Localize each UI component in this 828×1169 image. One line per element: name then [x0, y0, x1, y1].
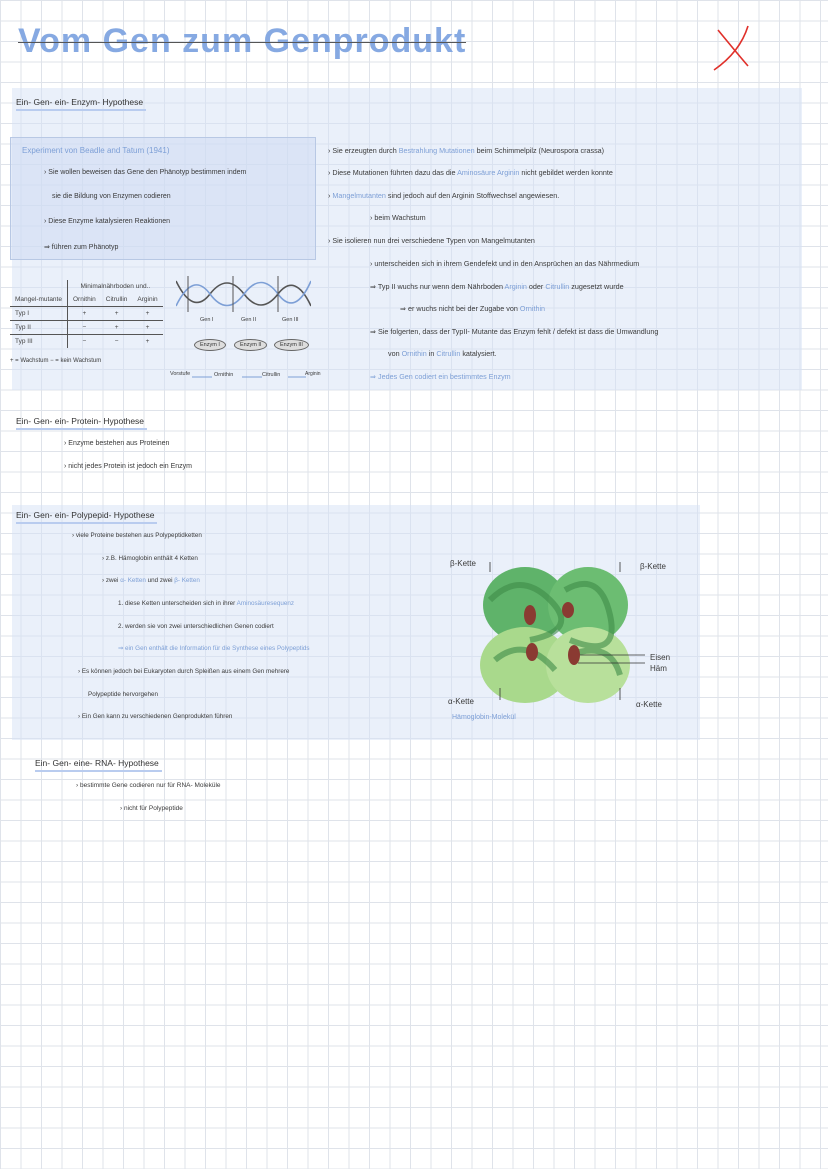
note-text: ⇒ Jedes Gen codiert ein bestimmtes Enzym [370, 372, 511, 381]
dna-helix-icon [176, 276, 311, 312]
note-line [78, 668, 289, 675]
page-title: Vom Gen zum Genprodukt [18, 22, 467, 60]
note-text: Aminosäure Arginin [457, 168, 520, 177]
experiment-line: sie die Bildung von Enzymen codieren [52, 193, 171, 200]
note-line [72, 532, 202, 539]
experiment-line: › Sie wollen beweisen das Gene den Phänotyp bestimmen indem [44, 169, 247, 176]
section-heading-protein: Ein- Gen- ein- Protein- Hypothese [16, 416, 147, 430]
note-text: ⇒ Typ II wuchs nur wenn dem Nährboden [370, 282, 505, 291]
label-beta-left: β-Kette [450, 559, 476, 568]
experiment-title: Experiment von Beadle and Tatum (1941) [22, 146, 170, 155]
note-line [102, 577, 200, 584]
note-text: › Sie erzeugten durch [328, 146, 399, 155]
pathway-step: Citrullin [262, 372, 281, 378]
note-line [102, 555, 198, 562]
note-text: oder [526, 282, 546, 291]
note-line [88, 691, 158, 698]
note-text: in [426, 349, 437, 358]
note-text: katalysiert. [460, 349, 497, 358]
note-line [370, 259, 639, 268]
note-line [118, 600, 294, 607]
table-row: Typ I + + + [10, 307, 163, 321]
note-line [328, 168, 613, 177]
cross-mark-icon [708, 22, 758, 72]
table-legend: + = Wachstum − = kein Wachstum [10, 358, 102, 364]
note-text: Mangelmutanten [332, 191, 386, 200]
table-row: Typ III − − + [10, 335, 163, 349]
hemoglobin-molecule-icon [470, 560, 645, 710]
section-heading-polypeptid: Ein- Gen- ein- Polypepid- Hypothese [16, 510, 157, 524]
note-text: ⇒ Sie folgerten, dass der TypII- Mutante das Enzym fehlt / defekt ist dass die Umwandlung [370, 327, 659, 336]
note-text: Citrullin [436, 349, 461, 358]
note-text: von [388, 349, 402, 358]
note-text: Ornithin [401, 349, 427, 358]
note-text: › unterscheiden sich in ihrem Gendefekt und in den Ansprüchen an das Nährmedium [370, 259, 640, 268]
note-line [370, 372, 511, 381]
label-eisen: Eisen [650, 653, 671, 662]
note-line: › nicht für Polypeptide [120, 805, 183, 812]
note-line [370, 213, 426, 222]
enzyme-label: Enzym III [274, 339, 309, 351]
note-text: nicht gebildet werden konnte [519, 168, 613, 177]
note-line [118, 645, 310, 652]
note-text: Citrullin [545, 282, 570, 291]
note-text: Arginin [504, 282, 527, 291]
label-beta-right: β-Kette [640, 562, 666, 571]
gene-label: Gen I [200, 317, 214, 323]
note-line: › bestimmte Gene codieren nur für RNA- Moleküle [76, 782, 221, 789]
pathway-step: Vorstufe [170, 371, 191, 377]
note-text: zugesetzt wurde [569, 282, 624, 291]
note-text: › Ein Gen kann zu verschiedenen Genprodukten führen [78, 713, 233, 720]
note-text: beim Schimmelpilz (Neurospora crassa) [474, 146, 605, 155]
pathway-step: Arginin [305, 371, 321, 377]
note-text: › Sie isolieren nun drei verschiedene Typen von Mangelmutanten [328, 236, 535, 245]
note-text: Polypeptide hervorgehen [88, 691, 159, 698]
note-text: β- Ketten [174, 577, 200, 584]
note-text: › viele Proteine bestehen aus Polypeptidketten [72, 532, 202, 539]
experiment-line: ⇒ führen zum Phänotyp [44, 244, 119, 251]
pathway-step: Ornithin [214, 372, 234, 378]
table-row: Typ II − + + [10, 321, 163, 335]
enzyme-label: Enzym I [194, 339, 226, 351]
note-text: und zwei [145, 577, 175, 584]
table-col: Arginin [132, 293, 162, 307]
note-line [328, 191, 559, 200]
note-text: 2. werden sie von zwei unterschiedlichen Genen codiert [118, 623, 274, 630]
note-text: Aminosäuresequenz [236, 600, 295, 607]
gene-label: Gen II [241, 317, 256, 323]
note-line [370, 282, 624, 291]
pathway-arrows [190, 376, 310, 380]
table-header-top: Minimalnährboden und.. [80, 283, 151, 290]
enzyme-label: Enzym II [234, 339, 267, 351]
section-heading-enzym: Ein- Gen- ein- Enzym- Hypothese [16, 97, 146, 111]
note-text: › [328, 191, 333, 200]
note-text: Bestrahlung Mutationen [398, 146, 475, 155]
note-line: › nicht jedes Protein ist jedoch ein Enzym [64, 463, 193, 470]
note-text: › beim Wachstum [370, 213, 426, 222]
note-line [370, 327, 658, 336]
note-text: › z.B. Hämoglobin enthält 4 Ketten [102, 555, 198, 562]
note-line: › Enzyme bestehen aus Proteinen [64, 440, 170, 447]
note-line [118, 623, 274, 630]
label-alpha-right: α-Kette [636, 700, 662, 709]
label-haem: Häm [650, 664, 667, 673]
note-text: ⇒ ein Gen enthält die Information für die Synthese eines Polypeptids [118, 645, 310, 652]
table-row-header: Mangel-mutante [10, 293, 67, 307]
note-text: 1. diese Ketten unterscheiden sich in ihrer [118, 600, 237, 607]
section-heading-rna: Ein- Gen- eine- RNA- Hypothese [35, 758, 162, 772]
note-text: › zwei [102, 577, 121, 584]
note-line [400, 304, 545, 313]
note-text: › Es können jedoch bei Eukaryoten durch Spleißen aus einem Gen mehrere [78, 668, 290, 675]
note-text: ⇒ er wuchs nicht bei der Zugabe von [400, 304, 520, 313]
note-line [388, 349, 497, 358]
mutant-table [10, 280, 163, 348]
note-text: α- Ketten [120, 577, 146, 584]
table-col: Ornithin [67, 293, 100, 307]
note-line [328, 146, 604, 155]
note-text: sind jedoch auf den Arginin Stoffwechsel angewiesen. [385, 191, 560, 200]
note-text: Ornithin [519, 304, 546, 313]
note-text: › Diese Mutationen führten dazu das die [328, 168, 458, 177]
table-col: Citrullin [101, 293, 133, 307]
note-line [78, 713, 232, 720]
label-alpha-left: α-Kette [448, 697, 474, 706]
experiment-line: › Diese Enzyme katalysieren Reaktionen [44, 218, 171, 225]
note-line [328, 236, 535, 245]
figure-caption: Hämoglobin-Molekül [452, 714, 516, 721]
gene-label: Gen III [282, 317, 299, 323]
